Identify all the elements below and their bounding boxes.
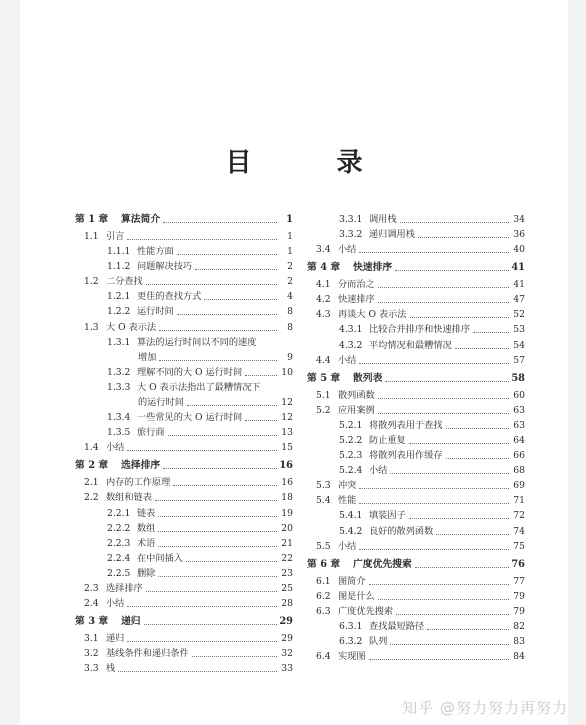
dot-leader bbox=[144, 623, 277, 625]
toc-page-number: 2 bbox=[287, 261, 293, 273]
toc-section-number: 第 5 章 bbox=[307, 372, 341, 384]
toc-entry bbox=[307, 229, 525, 240]
dot-leader bbox=[455, 347, 509, 349]
toc-section-number: 2.4 bbox=[84, 598, 99, 610]
toc-section-title: 算法的运行时间以不同的速度 bbox=[137, 336, 257, 348]
dot-leader bbox=[427, 628, 509, 630]
toc-section-title: 防止重复 bbox=[369, 434, 406, 446]
toc-entry bbox=[75, 648, 293, 659]
toc-page-number: 25 bbox=[281, 582, 293, 594]
toc-section-number: 5.2.3 bbox=[339, 450, 363, 462]
dot-leader bbox=[378, 286, 509, 288]
toc-section-number: 1.2.1 bbox=[107, 291, 131, 303]
toc-entry bbox=[307, 294, 525, 305]
toc-section-title: 小结 bbox=[338, 540, 357, 552]
toc-entry bbox=[75, 306, 293, 317]
toc-section-number: 1.3.2 bbox=[107, 366, 131, 378]
toc-page-number: 32 bbox=[281, 648, 293, 660]
toc-entry bbox=[75, 397, 293, 408]
toc-section-number: 1.3 bbox=[84, 321, 99, 333]
toc-section-title: 选择排序 bbox=[121, 460, 161, 472]
toc-page-number: 83 bbox=[513, 635, 525, 647]
dot-leader bbox=[378, 397, 509, 399]
toc-section-number: 1.3.3 bbox=[107, 381, 131, 393]
dot-leader bbox=[409, 442, 509, 444]
toc-page-number: 13 bbox=[281, 427, 293, 439]
toc-page-number: 77 bbox=[513, 575, 525, 587]
toc-section-number: 3.3.1 bbox=[339, 214, 363, 225]
toc-section-number: 3.2 bbox=[84, 648, 99, 660]
toc-section-title: 快速排序 bbox=[338, 294, 375, 306]
dot-leader bbox=[409, 517, 509, 519]
toc-page-number: 1 bbox=[286, 214, 293, 225]
toc-section-title: 性能 bbox=[338, 495, 357, 507]
toc-section-number: 1.4 bbox=[84, 442, 99, 454]
toc-section-title: 理解不同的大 O 运行时间 bbox=[137, 366, 243, 378]
toc-entry bbox=[75, 663, 293, 674]
toc-section-title: 递归调用栈 bbox=[369, 229, 415, 241]
toc-section-title: 基线条件和递归条件 bbox=[106, 648, 189, 660]
toc-section-number: 2.2.4 bbox=[107, 552, 131, 564]
toc-section-number: 4.4 bbox=[316, 354, 331, 366]
toc-chapter-entry bbox=[75, 460, 293, 471]
toc-page-number: 69 bbox=[513, 480, 525, 492]
toc-section-title: 小结 bbox=[106, 598, 125, 610]
toc-section-number: 第 6 章 bbox=[307, 558, 341, 570]
toc-page-number: 84 bbox=[513, 651, 525, 663]
toc-section-number: 4.3.2 bbox=[339, 339, 363, 351]
toc-section-title: 分而治之 bbox=[338, 279, 375, 291]
toc-page-number: 29 bbox=[281, 633, 293, 645]
toc-entry bbox=[307, 355, 525, 366]
toc-page-number: 22 bbox=[281, 552, 293, 564]
toc-section-number: 5.2 bbox=[316, 404, 331, 416]
toc-page-number: 33 bbox=[281, 663, 293, 675]
toc-section-title: 性能方面 bbox=[137, 246, 174, 258]
toc-entry bbox=[307, 621, 525, 632]
toc-section-number: 3.3.2 bbox=[339, 229, 363, 241]
toc-section-title: 应用案例 bbox=[338, 404, 375, 416]
toc-section-title: 小结 bbox=[369, 465, 388, 477]
toc-section-title: 平均情况和最糟情况 bbox=[369, 339, 452, 351]
toc-entry bbox=[75, 598, 293, 609]
dot-leader bbox=[159, 329, 277, 331]
toc-section-title: 算法简介 bbox=[121, 214, 161, 225]
toc-page-number: 10 bbox=[281, 366, 293, 378]
toc-section-title: 链表 bbox=[137, 507, 156, 519]
toc-section-number: 2.1 bbox=[84, 477, 99, 489]
toc-section-title: 删除 bbox=[137, 567, 156, 579]
toc-entry bbox=[307, 420, 525, 431]
toc-page-number: 72 bbox=[513, 510, 525, 522]
toc-page-number: 29 bbox=[279, 616, 293, 628]
toc-section-number: 第 2 章 bbox=[75, 460, 109, 472]
toc-section-title: 散列表 bbox=[353, 372, 383, 384]
toc-page-number: 12 bbox=[281, 412, 293, 424]
toc-entry bbox=[307, 450, 525, 461]
toc-entry bbox=[75, 492, 293, 503]
toc-section-number: 1.3.4 bbox=[107, 412, 131, 424]
toc-page-number: 20 bbox=[281, 522, 293, 534]
dot-leader bbox=[173, 484, 277, 486]
dot-leader bbox=[410, 316, 510, 318]
toc-section-number: 1.3.5 bbox=[107, 427, 131, 439]
toc-page-number: 71 bbox=[513, 495, 525, 507]
dot-leader bbox=[473, 331, 509, 333]
toc-entry bbox=[75, 276, 293, 287]
toc-page-number: 15 bbox=[281, 442, 293, 454]
toc-section-title: 小结 bbox=[338, 354, 357, 366]
dot-leader bbox=[155, 499, 277, 501]
toc-section-number: 5.1 bbox=[316, 389, 331, 401]
toc-section-number: 5.2.4 bbox=[339, 465, 363, 477]
toc-page-number: 2 bbox=[287, 276, 293, 288]
toc-entry bbox=[75, 442, 293, 453]
toc-section-title: 在中间插入 bbox=[137, 552, 183, 564]
dot-leader bbox=[158, 545, 277, 547]
toc-chapter-entry bbox=[307, 262, 525, 273]
dot-leader bbox=[195, 268, 277, 270]
toc-entry bbox=[307, 309, 525, 320]
dot-leader bbox=[158, 530, 277, 532]
dot-leader bbox=[418, 236, 509, 238]
toc-section-number: 1.2.2 bbox=[107, 306, 131, 318]
toc-chapter-entry bbox=[75, 214, 293, 225]
toc-section-title: 大 O 表示法指出了最糟情况下 bbox=[137, 381, 261, 393]
toc-entry bbox=[307, 591, 525, 602]
toc-entry bbox=[75, 322, 293, 333]
toc-section-number: 5.3 bbox=[316, 480, 331, 492]
toc-entry bbox=[307, 636, 525, 647]
toc-section-number: 5.5 bbox=[316, 540, 331, 552]
dot-leader bbox=[177, 313, 277, 315]
toc-section-number: 2.2.2 bbox=[107, 522, 131, 534]
toc-page-number: 66 bbox=[513, 450, 525, 462]
document-page bbox=[20, 0, 568, 725]
toc-section-title: 小结 bbox=[338, 244, 357, 256]
toc-section-title: 数组 bbox=[137, 522, 156, 534]
dot-leader bbox=[146, 283, 277, 285]
toc-section-number: 第 4 章 bbox=[307, 262, 341, 274]
toc-section-title: 二分查找 bbox=[106, 276, 143, 288]
toc-entry bbox=[307, 324, 525, 335]
toc-section-title: 一些常见的大 O 运行时间 bbox=[137, 412, 243, 424]
toc-section-title: 数组和链表 bbox=[106, 492, 152, 504]
toc-entry bbox=[307, 651, 525, 662]
toc-section-number: 6.3.2 bbox=[339, 635, 363, 647]
dot-leader bbox=[385, 380, 509, 382]
toc-page-number: 79 bbox=[513, 605, 525, 617]
toc-entry bbox=[75, 291, 293, 302]
toc-entry bbox=[307, 405, 525, 416]
toc-section-title: 调用栈 bbox=[369, 214, 397, 225]
toc-entry bbox=[75, 538, 293, 549]
toc-section-number: 4.3 bbox=[316, 309, 331, 321]
dot-leader bbox=[359, 487, 509, 489]
toc-page-number: 40 bbox=[513, 244, 525, 256]
toc-section-title: 良好的散列函数 bbox=[369, 525, 434, 537]
toc-entry bbox=[307, 279, 525, 290]
toc-page-number: 41 bbox=[513, 279, 525, 291]
toc-entry bbox=[307, 495, 525, 506]
toc-page-number: 75 bbox=[513, 540, 525, 552]
toc-section-title: 更佳的查找方式 bbox=[137, 291, 202, 303]
toc-entry bbox=[307, 390, 525, 401]
toc-entry bbox=[75, 633, 293, 644]
toc-section-number: 6.3 bbox=[316, 605, 331, 617]
toc-section-title: 实现图 bbox=[338, 651, 366, 663]
toc-section-number: 4.2 bbox=[316, 294, 331, 306]
toc-section-number: 5.4.1 bbox=[339, 510, 363, 522]
toc-section-title: 图是什么 bbox=[338, 590, 375, 602]
dot-leader bbox=[446, 457, 510, 459]
toc-page-number: 58 bbox=[511, 372, 525, 384]
toc-entry bbox=[307, 480, 525, 491]
dot-leader bbox=[359, 502, 509, 504]
toc-section-number: 5.2.2 bbox=[339, 434, 363, 446]
toc-section-number: 5.4.2 bbox=[339, 525, 363, 537]
toc-section-number: 2.2.5 bbox=[107, 567, 131, 579]
dot-leader bbox=[204, 298, 277, 300]
toc-entry bbox=[307, 244, 525, 255]
dot-leader bbox=[436, 533, 509, 535]
toc-page-number: 68 bbox=[513, 465, 525, 477]
dot-leader bbox=[177, 253, 277, 255]
toc-section-title: 广度优先搜索 bbox=[353, 558, 412, 570]
toc-entry bbox=[75, 352, 293, 363]
toc-page-number: 63 bbox=[513, 404, 525, 416]
toc-section-title: 广度优先搜索 bbox=[338, 605, 394, 617]
toc-entry bbox=[307, 510, 525, 521]
toc-page-number: 1 bbox=[287, 231, 293, 242]
toc-page-number: 34 bbox=[513, 214, 525, 225]
toc-page-number: 23 bbox=[281, 567, 293, 579]
toc-section-title: 散列函数 bbox=[338, 389, 375, 401]
dot-leader bbox=[163, 467, 277, 469]
dot-leader bbox=[390, 643, 509, 645]
toc-section-title: 递归 bbox=[106, 633, 125, 645]
dot-leader bbox=[378, 412, 509, 414]
toc-chapter-entry bbox=[307, 373, 525, 384]
dot-leader bbox=[378, 598, 509, 600]
toc-section-title: 的运行时间 bbox=[138, 397, 184, 409]
toc-entry bbox=[75, 337, 293, 348]
toc-entry bbox=[75, 523, 293, 534]
dot-leader bbox=[146, 590, 277, 592]
toc-section-title: 快速排序 bbox=[353, 262, 393, 274]
dot-leader bbox=[395, 269, 509, 271]
toc-section-number: 6.4 bbox=[316, 651, 331, 663]
toc-section-title: 引言 bbox=[106, 231, 125, 242]
toc-chapter-entry bbox=[75, 616, 293, 627]
toc-section-number: 6.3.1 bbox=[339, 620, 363, 632]
toc-entry bbox=[75, 367, 293, 378]
toc-entry bbox=[75, 427, 293, 438]
dot-leader bbox=[359, 362, 509, 364]
toc-entry bbox=[307, 340, 525, 351]
toc-page-number: 54 bbox=[513, 339, 525, 351]
toc-section-title: 术语 bbox=[137, 537, 156, 549]
toc-entry bbox=[307, 541, 525, 552]
dot-leader bbox=[118, 670, 277, 672]
page-title: 目 录 bbox=[225, 148, 401, 178]
toc-chapter-entry bbox=[307, 559, 525, 570]
dot-leader bbox=[390, 472, 509, 474]
toc-section-number: 第 3 章 bbox=[75, 616, 109, 628]
toc-section-number: 6.1 bbox=[316, 575, 331, 587]
dot-leader bbox=[415, 566, 509, 568]
dot-leader bbox=[187, 404, 277, 406]
dot-leader bbox=[245, 374, 277, 376]
toc-entry bbox=[75, 477, 293, 488]
toc-section-number: 4.3.1 bbox=[339, 324, 363, 336]
dot-leader bbox=[159, 359, 277, 361]
dot-leader bbox=[359, 548, 509, 550]
toc-section-title: 栈 bbox=[106, 663, 116, 675]
dot-leader bbox=[396, 613, 509, 615]
watermark: 知乎 @努力努力再努力 bbox=[402, 699, 568, 717]
toc-section-title: 填装因子 bbox=[369, 510, 406, 522]
toc-section-number: 2.2 bbox=[84, 492, 99, 504]
toc-section-title: 再谈大 O 表示法 bbox=[338, 309, 407, 321]
toc-column-left bbox=[75, 214, 293, 678]
toc-section-number: 6.2 bbox=[316, 590, 331, 602]
toc-entry bbox=[307, 435, 525, 446]
toc-page-number: 9 bbox=[287, 351, 293, 363]
toc-page-number: 4 bbox=[287, 291, 293, 303]
toc-page-number: 82 bbox=[513, 620, 525, 632]
toc-entry bbox=[307, 606, 525, 617]
toc-entry bbox=[75, 583, 293, 594]
toc-entry bbox=[307, 576, 525, 587]
toc-column-right bbox=[307, 214, 525, 666]
dot-leader bbox=[127, 238, 277, 240]
toc-page-number: 76 bbox=[511, 558, 525, 570]
toc-section-title: 问题解决技巧 bbox=[137, 261, 193, 273]
dot-leader bbox=[192, 655, 277, 657]
toc-page-number: 12 bbox=[281, 397, 293, 409]
dot-leader bbox=[446, 427, 510, 429]
dot-leader bbox=[127, 640, 277, 642]
toc-section-title: 将散列表用作缓存 bbox=[369, 450, 443, 462]
toc-section-title: 冲突 bbox=[338, 480, 357, 492]
toc-page-number: 60 bbox=[513, 389, 525, 401]
toc-page-number: 41 bbox=[511, 262, 525, 274]
toc-entry bbox=[75, 382, 293, 393]
toc-section-number: 2.2.3 bbox=[107, 537, 131, 549]
toc-page-number: 47 bbox=[513, 294, 525, 306]
dot-leader bbox=[127, 449, 277, 451]
toc-section-number: 2.3 bbox=[84, 582, 99, 594]
toc-page-number: 21 bbox=[281, 537, 293, 549]
dot-leader bbox=[369, 658, 509, 660]
toc-section-title: 比较合并排序和快速排序 bbox=[369, 324, 471, 336]
toc-section-title: 小结 bbox=[106, 442, 125, 454]
toc-section-title: 将散列表用于查找 bbox=[369, 419, 443, 431]
toc-entry bbox=[75, 261, 293, 272]
toc-section-title: 大 O 表示法 bbox=[106, 321, 157, 333]
toc-page-number: 8 bbox=[287, 306, 293, 318]
dot-leader bbox=[127, 605, 277, 607]
dot-leader bbox=[168, 434, 277, 436]
toc-section-number: 1.1 bbox=[84, 231, 99, 242]
toc-section-number: 3.3 bbox=[84, 663, 99, 675]
toc-page-number: 53 bbox=[513, 324, 525, 336]
toc-section-title: 查找最短路径 bbox=[369, 620, 425, 632]
toc-entry bbox=[75, 246, 293, 257]
toc-section-title: 内存的工作原理 bbox=[106, 477, 171, 489]
toc-entry bbox=[75, 508, 293, 519]
toc-section-title: 运行时间 bbox=[137, 306, 174, 318]
dot-leader bbox=[158, 515, 277, 517]
toc-page-number: 18 bbox=[281, 492, 293, 504]
toc-entry bbox=[307, 465, 525, 476]
dot-leader bbox=[359, 251, 509, 253]
toc-section-title: 增加 bbox=[138, 351, 157, 363]
toc-section-number: 2.2.1 bbox=[107, 507, 131, 519]
toc-page-number: 64 bbox=[513, 434, 525, 446]
toc-page-number: 16 bbox=[281, 477, 293, 489]
toc-section-title: 旅行商 bbox=[137, 427, 165, 439]
toc-section-number: 3.1 bbox=[84, 633, 99, 645]
toc-section-number: 1.1.2 bbox=[107, 261, 131, 273]
toc-section-number: 1.3.1 bbox=[107, 336, 131, 348]
toc-page-number: 28 bbox=[281, 598, 293, 610]
toc-page-number: 16 bbox=[279, 460, 293, 472]
toc-page-number: 74 bbox=[513, 525, 525, 537]
dot-leader bbox=[400, 221, 509, 223]
toc-page-number: 19 bbox=[281, 507, 293, 519]
toc-entry bbox=[307, 214, 525, 225]
toc-page-number: 63 bbox=[513, 419, 525, 431]
toc-section-number: 4.1 bbox=[316, 279, 331, 291]
toc-entry bbox=[75, 553, 293, 564]
toc-section-number: 5.4 bbox=[316, 495, 331, 507]
toc-entry bbox=[75, 231, 293, 242]
dot-leader bbox=[186, 560, 277, 562]
dot-leader bbox=[369, 583, 509, 585]
toc-page-number: 79 bbox=[513, 590, 525, 602]
toc-page-number: 36 bbox=[513, 229, 525, 241]
toc-section-number: 第 1 章 bbox=[75, 214, 109, 225]
toc-page-number: 1 bbox=[287, 246, 293, 258]
toc-section-title: 图简介 bbox=[338, 575, 366, 587]
toc-section-number: 5.2.1 bbox=[339, 419, 363, 431]
toc-section-title: 队列 bbox=[369, 635, 388, 647]
toc-section-number: 1.1.1 bbox=[107, 246, 131, 258]
toc-section-number: 3.4 bbox=[316, 244, 331, 256]
toc-section-title: 递归 bbox=[121, 616, 141, 628]
dot-leader bbox=[378, 301, 509, 303]
dot-leader bbox=[245, 419, 277, 421]
toc-page-number: 57 bbox=[513, 354, 525, 366]
toc-section-number: 1.2 bbox=[84, 276, 99, 288]
dot-leader bbox=[163, 221, 277, 223]
toc-entry bbox=[75, 412, 293, 423]
toc-entry bbox=[307, 526, 525, 537]
toc-page-number: 8 bbox=[287, 321, 293, 333]
dot-leader bbox=[158, 575, 277, 577]
toc-page-number: 52 bbox=[513, 309, 525, 321]
toc-entry bbox=[75, 568, 293, 579]
toc-section-title: 选择排序 bbox=[106, 582, 143, 594]
